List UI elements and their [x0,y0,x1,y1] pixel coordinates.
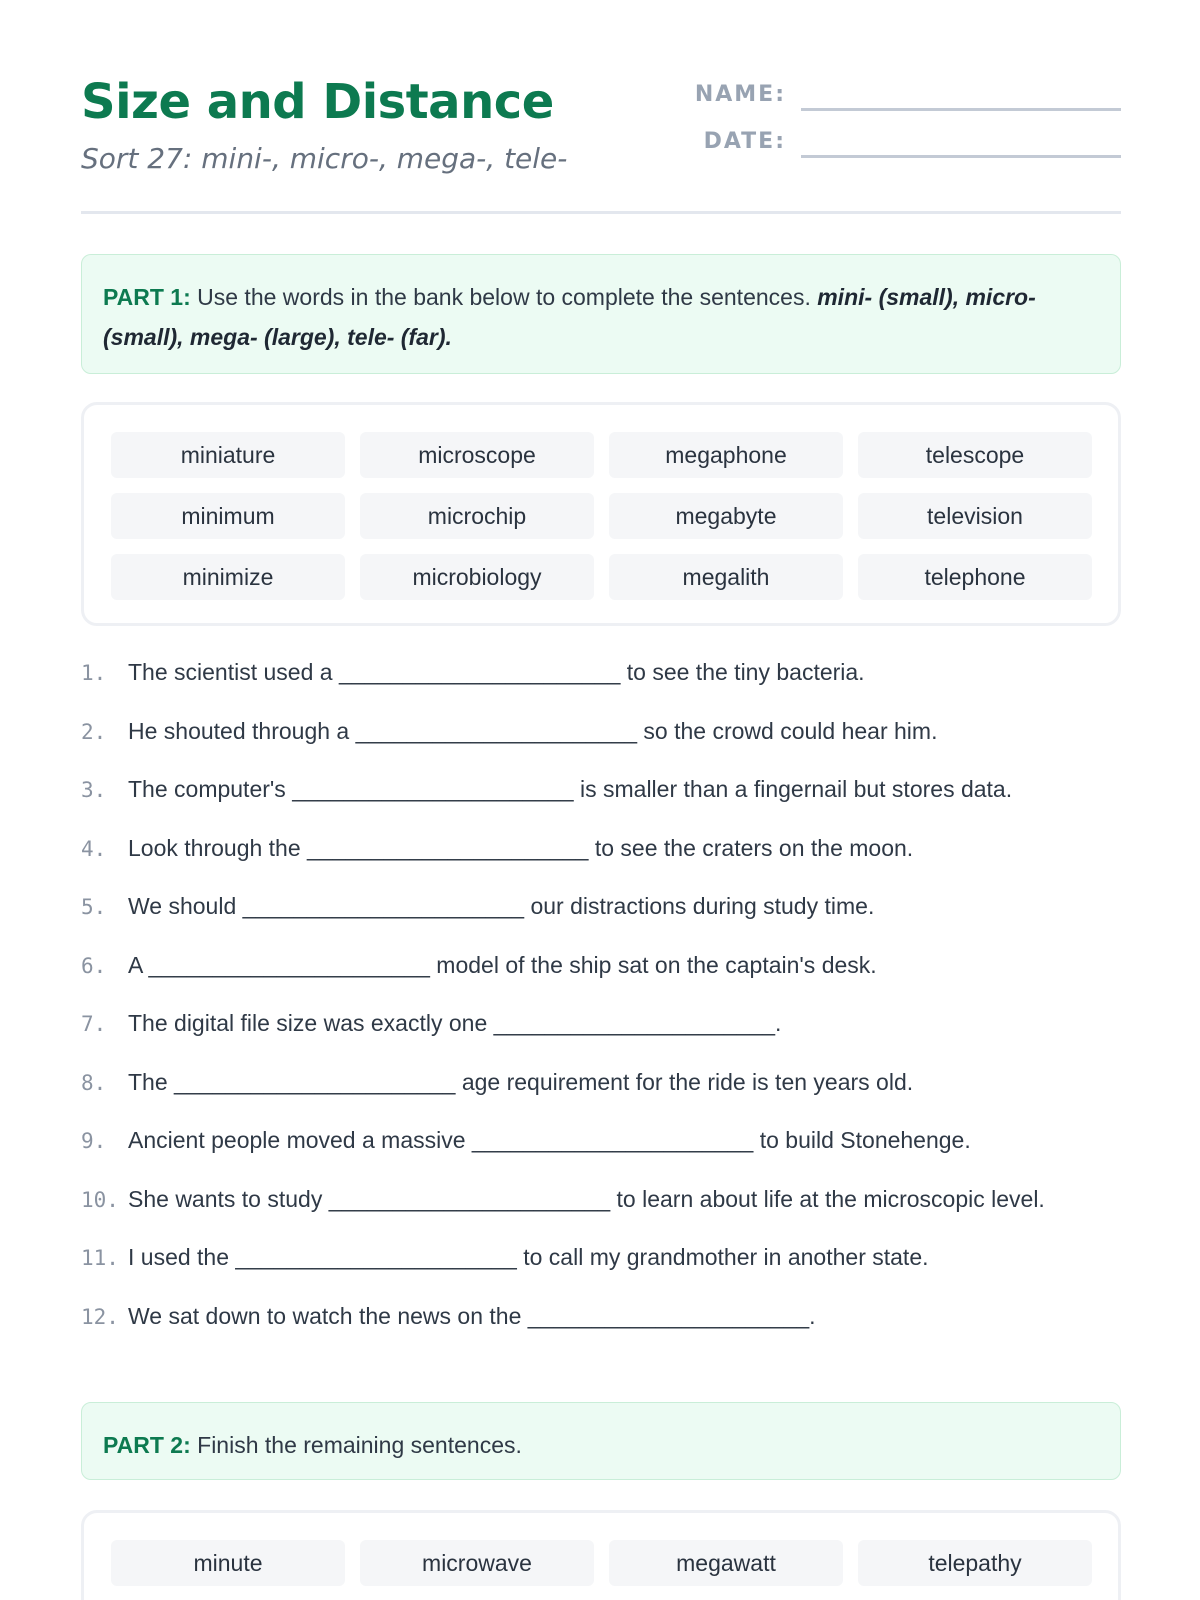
answer-blank[interactable]: ______________________ [355,717,638,744]
sentence-text-after: . [809,1302,816,1329]
sentence-text-after: is smaller than a fingernail but stores data. [573,776,1013,802]
word-bank-1 [81,402,1121,626]
word-bank-item: miniature [111,432,345,478]
sentence-text-after: to call my grandmother in another state. [516,1244,929,1270]
answer-blank[interactable]: ______________________ [292,776,574,802]
answer-blank[interactable]: ______________________ [148,951,430,978]
sentence-text-after: to learn about life at the microscopic level. [610,1185,1045,1212]
word-bank-item: minute [111,1540,345,1586]
sentence-item [81,886,1141,945]
sentence-number: 7. [81,1012,107,1036]
word-bank-item: megawatt [609,1540,843,1586]
name-field[interactable] [694,78,1121,118]
sentence-item [81,1003,1141,1062]
sentence-text-before: We should [128,893,243,919]
page-title: Size and Distance [81,74,554,130]
date-field[interactable] [701,125,1121,165]
sentence-number: 5. [81,895,107,919]
sentence-number: 10. [81,1187,119,1212]
part2-text: Finish the remaining sentences. [190,1432,522,1458]
sentence-number: 9. [81,1129,107,1153]
page-subtitle: Sort 27: mini-, micro-, mega-, tele- [81,142,568,175]
sentence-list [81,652,1141,1354]
sentence-item [81,1179,1141,1238]
word-bank-item: megabyte [609,493,843,539]
word-bank-item: telepathy [858,1540,1092,1586]
answer-blank[interactable]: ______________________ [242,893,525,919]
sentence-item [81,1296,1141,1355]
answer-blank[interactable]: ______________________ [235,1244,517,1270]
sentence-text-before: I used the [128,1244,236,1270]
word-bank-item: microbiology [360,554,594,600]
sentence-text-after: to see the tiny bacteria. [620,659,865,685]
answer-blank[interactable]: ______________________ [307,834,589,861]
answer-blank[interactable]: ______________________ [471,1127,754,1153]
sentence-number: 12. [81,1304,119,1329]
sentence-text-before: Look through the [128,834,308,861]
sentence-text-after: so the crowd could hear him. [637,717,938,744]
part1-instructions [81,254,1121,374]
name-label: NAME: [694,82,786,107]
sentence-text-after: our distractions during study time. [524,893,875,919]
sentence-text-after: to build Stonehenge. [753,1127,971,1153]
sentence-text-after: . [775,1010,782,1036]
sentence-item [81,769,1141,828]
word-bank-item: telescope [858,432,1092,478]
word-bank-item: television [858,493,1092,539]
name-line[interactable] [801,108,1121,111]
answer-blank[interactable]: ______________________ [328,1185,611,1212]
sentence-item [81,711,1141,770]
date-label: DATE: [703,129,786,154]
sentence-text-before: The computer's [128,776,293,802]
sentence-number: 3. [81,778,107,802]
sentence-text-before: She wants to study [128,1185,329,1212]
sentence-number: 11. [81,1246,119,1270]
sentence-item [81,1120,1141,1179]
prefix-meanings: mini- (small), micro- (small), mega- (large), tele- (far). [103,284,1036,350]
sentence-item [81,828,1141,887]
sentence-text-before: The digital file size was exactly one [128,1010,494,1036]
word-bank-item: microwave [360,1540,594,1586]
sentence-number: 1. [81,661,107,685]
sentence-text-before: The [128,1068,175,1095]
sentence-number: 2. [81,719,107,744]
sentence-text-after: to see the craters on the moon. [588,834,914,861]
word-bank-item: minimize [111,554,345,600]
sentence-text-before: Ancient people moved a massive [128,1127,472,1153]
sentence-text-after: age requirement for the ride is ten years old. [455,1068,914,1095]
word-bank-item: megalith [609,554,843,600]
sentence-item [81,1237,1141,1296]
sentence-number: 8. [81,1070,107,1095]
sentence-text-before: We sat down to watch the news on the [128,1302,528,1329]
sentence-item [81,945,1141,1004]
sentence-text-after: model of the ship sat on the captain's desk. [429,951,877,978]
worksheet-header [81,0,1121,214]
word-bank-2 [81,1510,1121,1600]
sentence-item [81,652,1141,711]
sentence-text-before: He shouted through a [128,717,356,744]
part1-text: Use the words in the bank below to complete the sentences. [190,284,818,310]
word-bank-item: megaphone [609,432,843,478]
sentence-text-before: The scientist used a [128,659,339,685]
word-bank-item: telephone [858,554,1092,600]
word-bank-item: microchip [360,493,594,539]
answer-blank[interactable]: ______________________ [527,1302,810,1329]
part1-label: PART 1: [103,284,191,310]
sentence-item [81,1062,1141,1121]
answer-blank[interactable]: ______________________ [493,1010,776,1036]
date-line[interactable] [801,155,1121,158]
answer-blank[interactable]: ______________________ [174,1068,456,1095]
sentence-number: 4. [81,836,107,861]
answer-blank[interactable]: ______________________ [338,659,621,685]
sentence-number: 6. [81,953,107,978]
part2-instructions [81,1402,1121,1480]
word-bank-item: microscope [360,432,594,478]
word-bank-item: minimum [111,493,345,539]
part2-label: PART 2: [103,1432,191,1458]
sentence-text-before: A [128,951,149,978]
